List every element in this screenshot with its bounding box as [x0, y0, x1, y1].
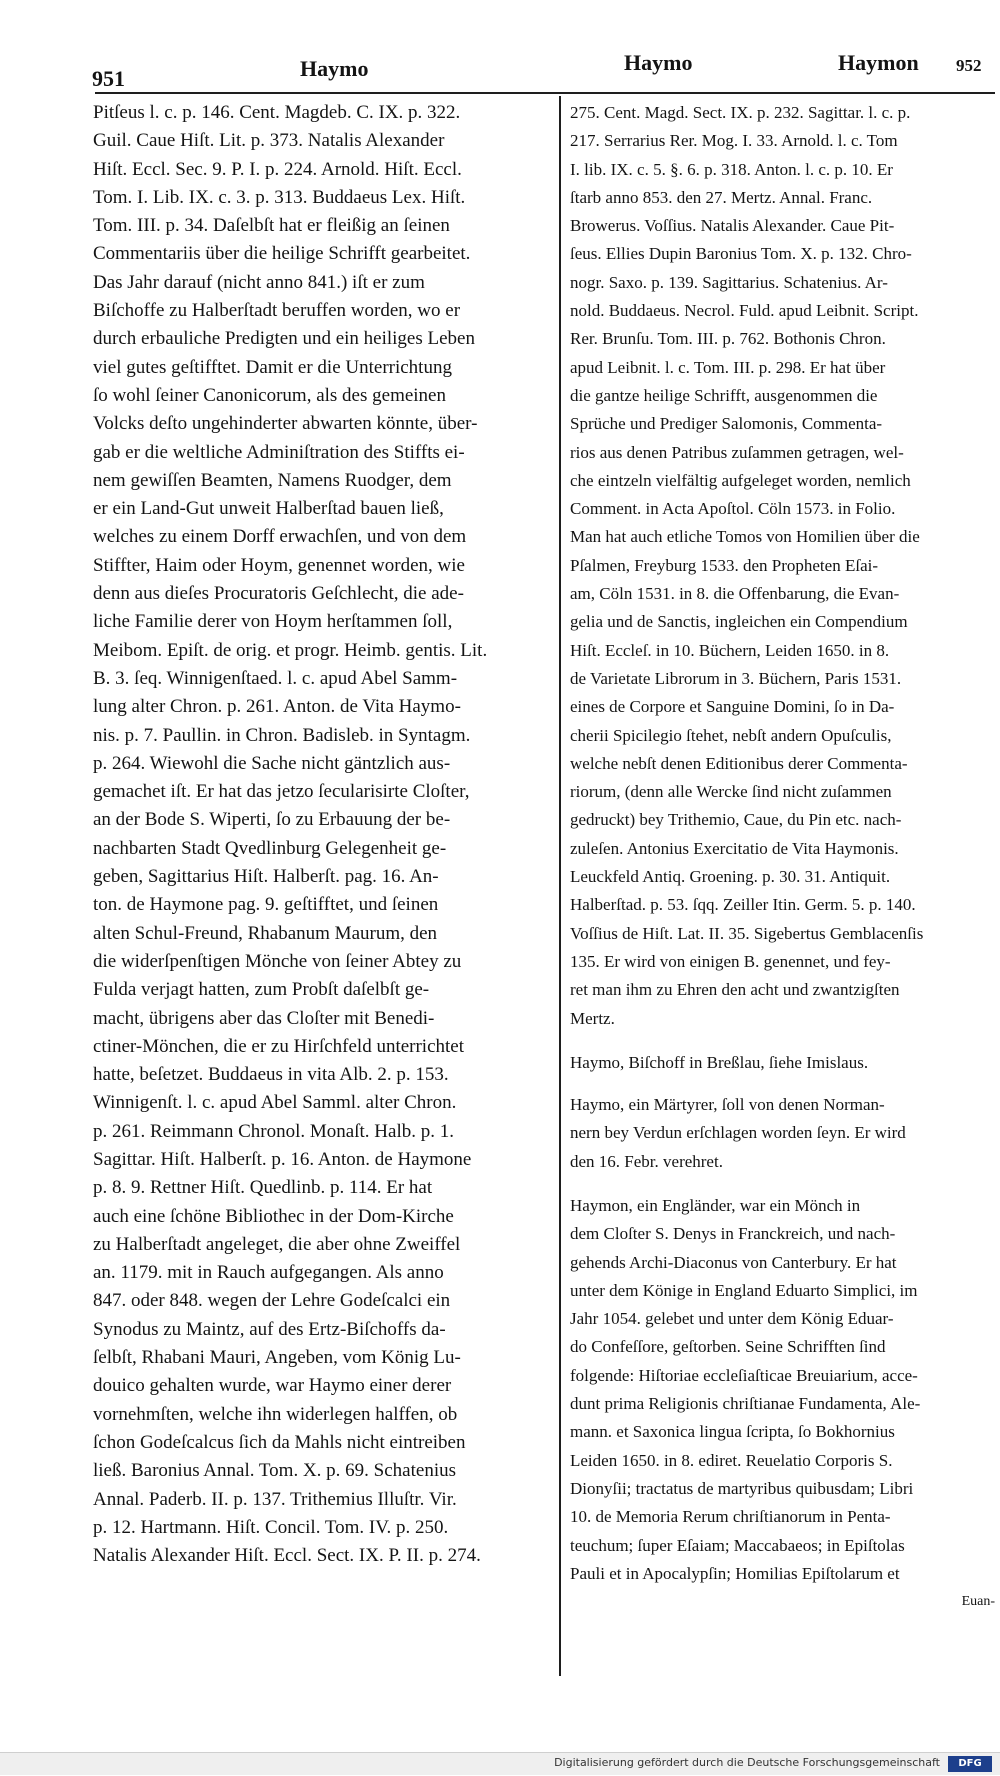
text-line: ſtarb anno 853. den 27. Mertz. Annal. Franc.	[570, 187, 873, 207]
text-line: macht, übrigens aber das Cloſter mit Benedi-	[93, 1007, 435, 1029]
text-line: die gantze heilige Schrifft, ausgenommen die	[570, 385, 878, 405]
text-line: hatte, beſetzet. Buddaeus in vita Alb. 2. p. 153.	[93, 1064, 449, 1086]
text-line: Voſſius de Hiſt. Lat. II. 35. Sigebertus Gemblacenſis	[570, 923, 924, 943]
text-line: denn aus dieſes Procuratoris Geſchlecht, die ade-	[93, 583, 464, 605]
text-line: gemachet iſt. Er hat das jetzo ſecularisirte Cloſter,	[93, 781, 470, 803]
text-line: ſeus. Ellies Dupin Baronius Tom. X. p. 132. Chro-	[570, 244, 912, 264]
text-line: geben, Sagittarius Hiſt. Halberſt. pag. 16. An-	[93, 866, 439, 888]
text-line: Haymo, ein Märtyrer, ſoll von denen Norman-	[570, 1095, 885, 1115]
text-line: Meibom. Epiſt. de orig. et progr. Heimb. gentis. Lit.	[93, 639, 488, 661]
right-column	[570, 99, 995, 1616]
text-line: che eintzeln vielfältig aufgeleget worden, nemlich	[570, 470, 911, 490]
page-number-left: 951	[92, 66, 125, 91]
text-line: nem gewiſſen Beamten, Namens Ruodger, dem	[93, 469, 452, 491]
text-line: unter dem Könige in England Eduarto Simplici, im	[570, 1280, 918, 1300]
text-line: 847. oder 848. wegen der Lehre Godeſcalci ein	[93, 1290, 451, 1312]
text-line: dunt prima Religionis chriſtianae Fundamenta, Ale-	[570, 1394, 921, 1414]
text-line: Stiffter, Haim oder Hoym, genennet worden, wie	[93, 554, 465, 576]
text-line: Synodus zu Maintz, auf des Ertz-Biſchoffs da-	[93, 1318, 446, 1340]
text-line: zu Halberſtadt angeleget, die aber ohne Zweiffel	[93, 1233, 461, 1255]
text-line: Hiſt. Eccleſ. in 10. Büchern, Leiden 1650. in 8.	[570, 640, 890, 660]
text-line: welche nebſt denen Editionibus derer Commenta-	[570, 753, 908, 773]
text-line: nern bey Verdun erſchlagen worden ſeyn. Er wird	[570, 1123, 906, 1143]
dfg-logo: DFG	[948, 1756, 992, 1772]
text-line: nachbarten Stadt Qvedlinburg Gelegenheit ge-	[93, 837, 447, 859]
column-divider	[559, 96, 561, 1676]
text-line: nis. p. 7. Paullin. in Chron. Badisleb. in Syntagm.	[93, 724, 471, 746]
text-line: er ein Land-Gut unweit Halberſtad bauen ließ,	[93, 498, 444, 520]
catchword: Euan-	[961, 1594, 995, 1610]
text-line: douico gehalten wurde, war Haymo einer derer	[93, 1375, 452, 1397]
text-line: gedruckt) bey Trithemio, Caue, du Pin etc. nach-	[570, 810, 902, 830]
text-line: cherii Spicilegio ſtehet, nebſt andern Opuſculis,	[570, 725, 892, 745]
text-line: do Confeſſore, geſtorben. Seine Schrifften ſind	[570, 1337, 886, 1357]
text-line: lung alter Chron. p. 261. Anton. de Vita Haymo-	[93, 696, 461, 718]
text-line: Annal. Paderb. II. p. 137. Trithemius Illuſtr. Vir.	[93, 1488, 457, 1510]
text-line: Commentariis über die heilige Schrifft gearbeitet.	[93, 243, 471, 265]
text-line: die widerſpenſtigen Mönche von ſeiner Abtey zu	[93, 950, 462, 972]
text-line: Jahr 1054. gelebet und unter dem König Eduar-	[570, 1309, 894, 1329]
text-line: eines de Corpore et Sanguine Domini, ſo in Da-	[570, 697, 895, 717]
text-line: p. 12. Hartmann. Hiſt. Concil. Tom. IV. p. 250.	[93, 1516, 449, 1538]
text-line: viel gutes geſtifftet. Damit er die Unterrichtung	[93, 356, 452, 378]
text-line: p. 261. Reimmann Chronol. Monaſt. Halb. p. 1.	[93, 1120, 454, 1142]
text-line: auch eine ſchöne Bibliothec in der Dom-Kirche	[93, 1205, 454, 1227]
funding-note: Digitalisierung gefördert durch die Deutsche Forschungsgemeinschaft	[554, 1756, 940, 1769]
text-line: Sagittar. Hiſt. Halberſt. p. 16. Anton. de Haymone	[93, 1148, 472, 1170]
text-line: teuchum; ſuper Eſaiam; Maccabaeos; in Epiſtolas	[570, 1535, 905, 1555]
text-line: Halberſtad. p. 53. ſqq. Zeiller Itin. Germ. 5. p. 140.	[570, 895, 916, 915]
text-line: Natalis Alexander Hiſt. Eccl. Sect. IX. P. II. p. 274.	[93, 1545, 481, 1567]
text-line: Haymon, ein Engländer, war ein Mönch in	[570, 1195, 861, 1215]
text-line: Hiſt. Eccl. Sec. 9. P. I. p. 224. Arnold. Hiſt. Eccl.	[93, 158, 462, 180]
text-line: nold. Buddaeus. Necrol. Fuld. apud Leibnit. Script.	[570, 301, 919, 321]
entry-haymo-continuation	[570, 99, 995, 1033]
text-line: Pſalmen, Freyburg 1533. den Propheten Eſai-	[570, 555, 878, 575]
text-line: durch erbauliche Predigten und ein heiliges Leben	[93, 328, 475, 350]
text-line: gab er die weltliche Adminiſtration des Stiffts ei-	[93, 441, 465, 463]
text-line: Fulda verjagt hatten, zum Probſt daſelbſt ge-	[93, 979, 430, 1001]
text-line: 10. de Memoria Rerum chriſtianorum in Penta-	[570, 1507, 891, 1527]
running-title-center: Haymo	[624, 50, 693, 75]
text-line: alten Schul-Freund, Rhabanum Maurum, den	[93, 922, 438, 944]
text-line: dem Cloſter S. Denys in Franckreich, und nach-	[570, 1224, 896, 1244]
text-line: Guil. Caue Hiſt. Lit. p. 373. Natalis Alexander	[93, 130, 445, 152]
page-number-right: 952	[956, 56, 982, 75]
text-line: an der Bode S. Wiperti, ſo zu Erbauung der be-	[93, 809, 451, 831]
text-line: Biſchoffe zu Halberſtadt beruffen worden, wo er	[93, 300, 461, 322]
text-line: 275. Cent. Magd. Sect. IX. p. 232. Sagittar. l. c. p.	[570, 103, 911, 122]
text-line: den 16. Febr. verehret.	[570, 1151, 723, 1171]
text-line: Volcks deſto ungehinderter abwarten könnte, über-	[93, 413, 478, 435]
text-line: apud Leibnit. l. c. Tom. III. p. 298. Er hat über	[570, 357, 886, 377]
running-title-right: Haymon	[838, 50, 919, 75]
text-line: gehends Archi-Diaconus von Canterbury. Er hat	[570, 1252, 897, 1272]
text-line: Pitſeus l. c. p. 146. Cent. Magdeb. C. IX. p. 322.	[93, 102, 461, 123]
text-line: an. 1179. mit in Rauch aufgegangen. Als anno	[93, 1262, 444, 1284]
entry-haymo-martyr	[570, 1091, 995, 1176]
text-line: liche Familie derer von Hoym herſtammen ſoll,	[93, 611, 453, 633]
text-line: Leuckfeld Antiq. Groening. p. 30. 31. Antiquit.	[570, 867, 891, 887]
text-line: riorum, (denn alle Wercke ſind nicht zuſammen	[570, 782, 892, 802]
text-line: ließ. Baronius Annal. Tom. X. p. 69. Schatenius	[93, 1460, 456, 1482]
running-title-left: Haymo	[300, 56, 369, 81]
left-column	[93, 99, 548, 1570]
text-line: zuleſen. Antonius Exercitatio de Vita Haymonis.	[570, 838, 899, 858]
text-line: p. 264. Wiewohl die Sache nicht gäntzlich aus-	[93, 752, 451, 774]
text-line: ſo wohl ſeiner Canonicorum, als des gemeinen	[93, 384, 446, 406]
entry-haymo-breslau	[570, 1049, 995, 1077]
text-line: Das Jahr darauf (nicht anno 841.) iſt er zum	[93, 271, 425, 293]
text-line: vornehmſten, welche ihn widerlegen halffen, ob	[93, 1403, 458, 1425]
text-line: ſchon Godeſcalcus ſich da Mahls nicht eintreiben	[93, 1431, 466, 1453]
text-line: gelia und de Sanctis, ingleichen ein Compendium	[570, 612, 908, 632]
text-line: Browerus. Voſſius. Natalis Alexander. Caue Pit-	[570, 216, 895, 236]
text-line: nogr. Saxo. p. 139. Sagittarius. Schatenius. Ar-	[570, 272, 888, 292]
text-line: Sprüche und Prediger Salomonis, Commenta-	[570, 414, 883, 434]
text-line: Winnigenſt. l. c. apud Abel Samml. alter Chron.	[93, 1092, 457, 1114]
text-line: Tom. I. Lib. IX. c. 3. p. 313. Buddaeus Lex. Hiſt.	[93, 186, 466, 208]
text-line: ton. de Haymone pag. 9. geſtifftet, und ſeinen	[93, 894, 439, 916]
text-line: B. 3. ſeq. Winnigenſtaed. l. c. apud Abel Samm-	[93, 667, 458, 689]
text-line: ſelbſt, Rhabani Mauri, Angeben, vom König Lu-	[93, 1347, 461, 1369]
text-line: folgende: Hiſtoriae eccleſiaſticae Breuiarium, acce-	[570, 1365, 918, 1385]
text-line: welches zu einem Dorff erwachſen, und von dem	[93, 526, 467, 548]
header-rule	[95, 92, 995, 94]
text-line: Mertz.	[570, 1008, 615, 1028]
text-line: 135. Er wird von einigen B. genennet, und fey-	[570, 951, 891, 971]
text-line: Leiden 1650. in 8. ediret. Reuelatio Corporis S.	[570, 1450, 893, 1470]
entry-haymon	[570, 1192, 995, 1588]
text-line: p. 8. 9. Rettner Hiſt. Quedlinb. p. 114. Er hat	[93, 1177, 433, 1199]
text-line: am, Cöln 1531. in 8. die Offenbarung, die Evan-	[570, 584, 900, 604]
text-line: rios aus denen Patribus zuſammen getragen, wel-	[570, 442, 904, 462]
text-line: Pauli et in Apocalypſin; Homilias Epiſtolarum et	[570, 1563, 900, 1583]
text-line: Man hat auch etliche Tomos von Homilien über die	[570, 527, 920, 547]
text-line: Comment. in Acta Apoſtol. Cöln 1573. in Folio.	[570, 499, 896, 519]
text-line: 217. Serrarius Rer. Mog. I. 33. Arnold. l. c. Tom	[570, 131, 898, 151]
text-line: Tom. III. p. 34. Daſelbſt hat er fleißig an ſeinen	[93, 215, 450, 237]
text-line: ctiner-Mönchen, die er zu Hirſchfeld unterrichtet	[93, 1035, 465, 1057]
text-line: ret man ihm zu Ehren den acht und zwantzigſten	[570, 980, 900, 1000]
text-line: mann. et Saxonica lingua ſcripta, ſo Bokhornius	[570, 1422, 895, 1442]
text-line: I. lib. IX. c. 5. §. 6. p. 318. Anton. l. c. p. 10. Er	[570, 159, 893, 179]
text-line: Dionyſii; tractatus de martyribus quibusdam; Libri	[570, 1478, 914, 1498]
footer-bar	[0, 1752, 1000, 1775]
page-header	[90, 50, 990, 102]
text-line: Rer. Brunſu. Tom. III. p. 762. Bothonis Chron.	[570, 329, 886, 349]
text-line: de Varietate Librorum in 3. Büchern, Paris 1531.	[570, 668, 902, 688]
text-line: Haymo, Biſchoff in Breßlau, ſiehe Imislaus.	[570, 1052, 869, 1072]
